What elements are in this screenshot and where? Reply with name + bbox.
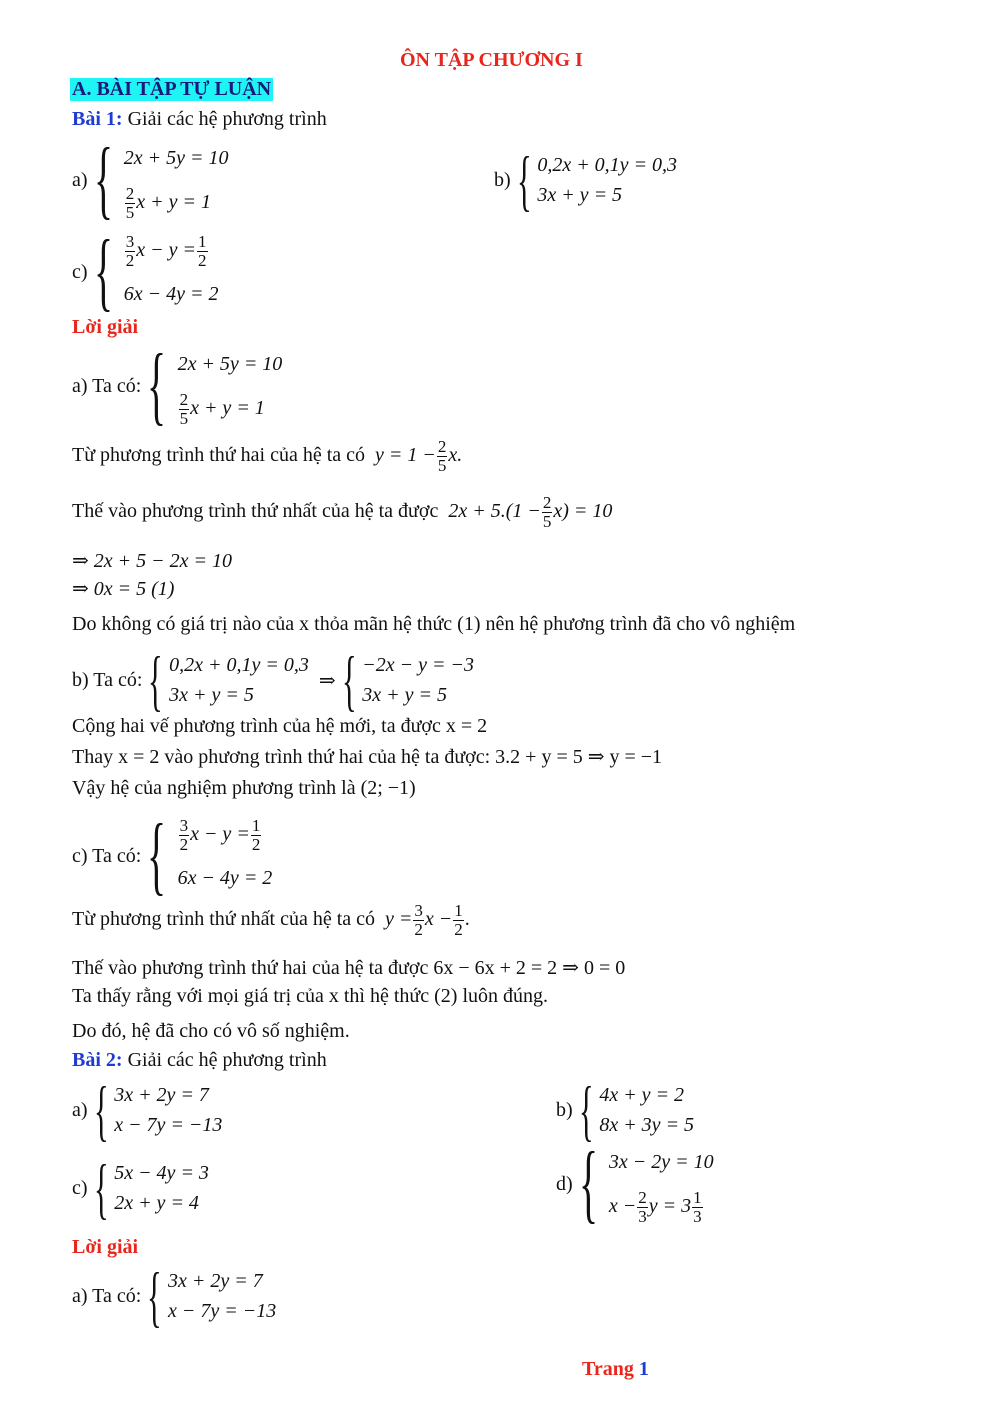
page-number: 1: [638, 1358, 649, 1380]
equation: $\frac{2}{5}$ x + y = 1: [125, 183, 212, 222]
equation: 8x + 3y = 5: [599, 1114, 695, 1136]
item-label: b): [494, 168, 511, 191]
item-label: a): [72, 168, 88, 191]
sol1-b-system: [72, 642, 474, 718]
brace: {: [147, 337, 167, 434]
equation: $\frac{3}{2}$ x − y = $\frac{1}{2}$: [179, 815, 261, 854]
equation: 2x + y = 4: [114, 1192, 199, 1214]
sol1-a-system: [72, 337, 283, 434]
text-line: ⇒ 0x = 5 (1): [72, 578, 175, 600]
equation: 3x + y = 5: [537, 184, 623, 206]
text-line: Do đó, hệ đã cho có vô số nghiệm.: [72, 1020, 350, 1042]
equation: 0,2x + 0,1y = 0,3: [537, 154, 678, 176]
item-label: b): [556, 1098, 573, 1121]
bai2-label: Bài 2:: [72, 1049, 123, 1071]
text-line: Ta thấy rằng với mọi giá trị của x thì hệ thức (2) luôn đúng.: [72, 985, 549, 1007]
equation: x − 7y = −13: [167, 1300, 277, 1322]
item-label: d): [556, 1172, 573, 1195]
equation: $\frac{2}{5}$ x + y = 1: [179, 389, 265, 428]
bai2-b-system: [556, 1072, 695, 1148]
sol1-c-system: [72, 807, 273, 904]
solution-label: Lời giải: [72, 1236, 139, 1258]
equation: 0,2x + 0,1y = 0,3: [169, 654, 309, 676]
brace: {: [147, 1258, 163, 1334]
text-line: Cộng hai vế phương trình của hệ mới, ta được x = 2: [72, 715, 488, 737]
footer-text: Trang: [582, 1358, 639, 1380]
bai2-text: Giải các hệ phương trình: [122, 1049, 327, 1071]
item-label: a): [72, 1098, 88, 1121]
text-line: Vậy hệ của nghiệm phương trình là (2; −1): [72, 777, 416, 799]
brace: {: [578, 1135, 598, 1232]
equation: 3x − 2y = 10: [608, 1151, 714, 1173]
equation: −2x − y = −3: [362, 654, 474, 676]
bai1-b-system: [494, 142, 678, 218]
text-line: Thay x = 2 vào phương trình thứ hai của hệ ta được: 3.2 + y = 5 ⇒ y = −1: [72, 746, 663, 768]
equation: 3x + y = 5: [169, 684, 254, 706]
bai1-a-system: [72, 131, 229, 228]
item-label: b) Ta có:: [72, 668, 143, 691]
brace: {: [516, 142, 532, 218]
brace: {: [93, 1150, 109, 1226]
equation: x − $\frac{2}{3}$ y = 3 $\frac{1}{3}$: [608, 1187, 702, 1226]
item-label: c) Ta có:: [72, 844, 142, 867]
brace: {: [341, 642, 357, 718]
bai1-label: Bài 1:: [72, 108, 123, 130]
section-heading: A. BÀI TẬP TỰ LUẬN: [72, 78, 272, 100]
item-label: a) Ta có:: [72, 374, 142, 397]
equation: 6x − 4y = 2: [177, 867, 273, 889]
bai1-heading: [72, 108, 327, 131]
equation: x − 7y = −13: [114, 1114, 223, 1136]
bai2-c-system: [72, 1150, 209, 1226]
implies-arrow: ⇒: [318, 669, 336, 692]
brace: {: [578, 1072, 594, 1148]
item-label: c): [72, 260, 88, 283]
bai2-d-system: [556, 1135, 714, 1232]
text-line: Từ phương trình thứ hai của hệ ta có y = 1 − $\frac{2}{5}$ x.: [72, 437, 463, 475]
text-line: Thế vào phương trình thứ nhất của hệ ta được 2x + 5.(1 − $\frac{2}{5}$ x) = 10: [72, 493, 613, 531]
equation: 4x + y = 2: [599, 1084, 685, 1106]
page-footer: [582, 1358, 649, 1381]
equation: 3x + 2y = 7: [114, 1084, 209, 1106]
item-label: a) Ta có:: [72, 1284, 142, 1307]
bai2-heading: [72, 1049, 327, 1072]
brace: {: [148, 642, 164, 718]
equation: $\frac{3}{2}$ x − y = $\frac{1}{2}$: [125, 231, 207, 270]
equation: 2x + 5y = 10: [177, 353, 283, 375]
item-label: c): [72, 1176, 88, 1199]
equation: 2x + 5y = 10: [123, 147, 229, 169]
solution-label: Lời giải: [72, 316, 139, 338]
sol2-a-system: [72, 1258, 277, 1334]
page-title: ÔN TẬP CHƯƠNG I: [400, 49, 583, 71]
bai1-text: Giải các hệ phương trình: [122, 108, 327, 130]
brace: {: [93, 131, 113, 228]
brace: {: [93, 223, 113, 320]
equation: 3x + y = 5: [362, 684, 447, 706]
text-line: ⇒ 2x + 5 − 2x = 10: [72, 550, 232, 572]
equation: 6x − 4y = 2: [123, 283, 219, 305]
brace: {: [93, 1072, 109, 1148]
brace: {: [147, 807, 167, 904]
text-line: Từ phương trình thứ nhất của hệ ta có y = $\frac{3}{2}$ x − $\frac{1}{2}$ .: [72, 901, 470, 939]
equation: 3x + 2y = 7: [167, 1270, 263, 1292]
text-line: Do không có giá trị nào của x thỏa mãn hệ thức (1) nên hệ phương trình đã cho vô nghiệm: [72, 613, 796, 635]
text-line: Thế vào phương trình thứ hai của hệ ta được 6x − 6x + 2 = 2 ⇒ 0 = 0: [72, 957, 626, 979]
bai2-a-system: [72, 1072, 223, 1148]
equation: 5x − 4y = 3: [114, 1162, 209, 1184]
bai1-c-system: [72, 223, 219, 320]
